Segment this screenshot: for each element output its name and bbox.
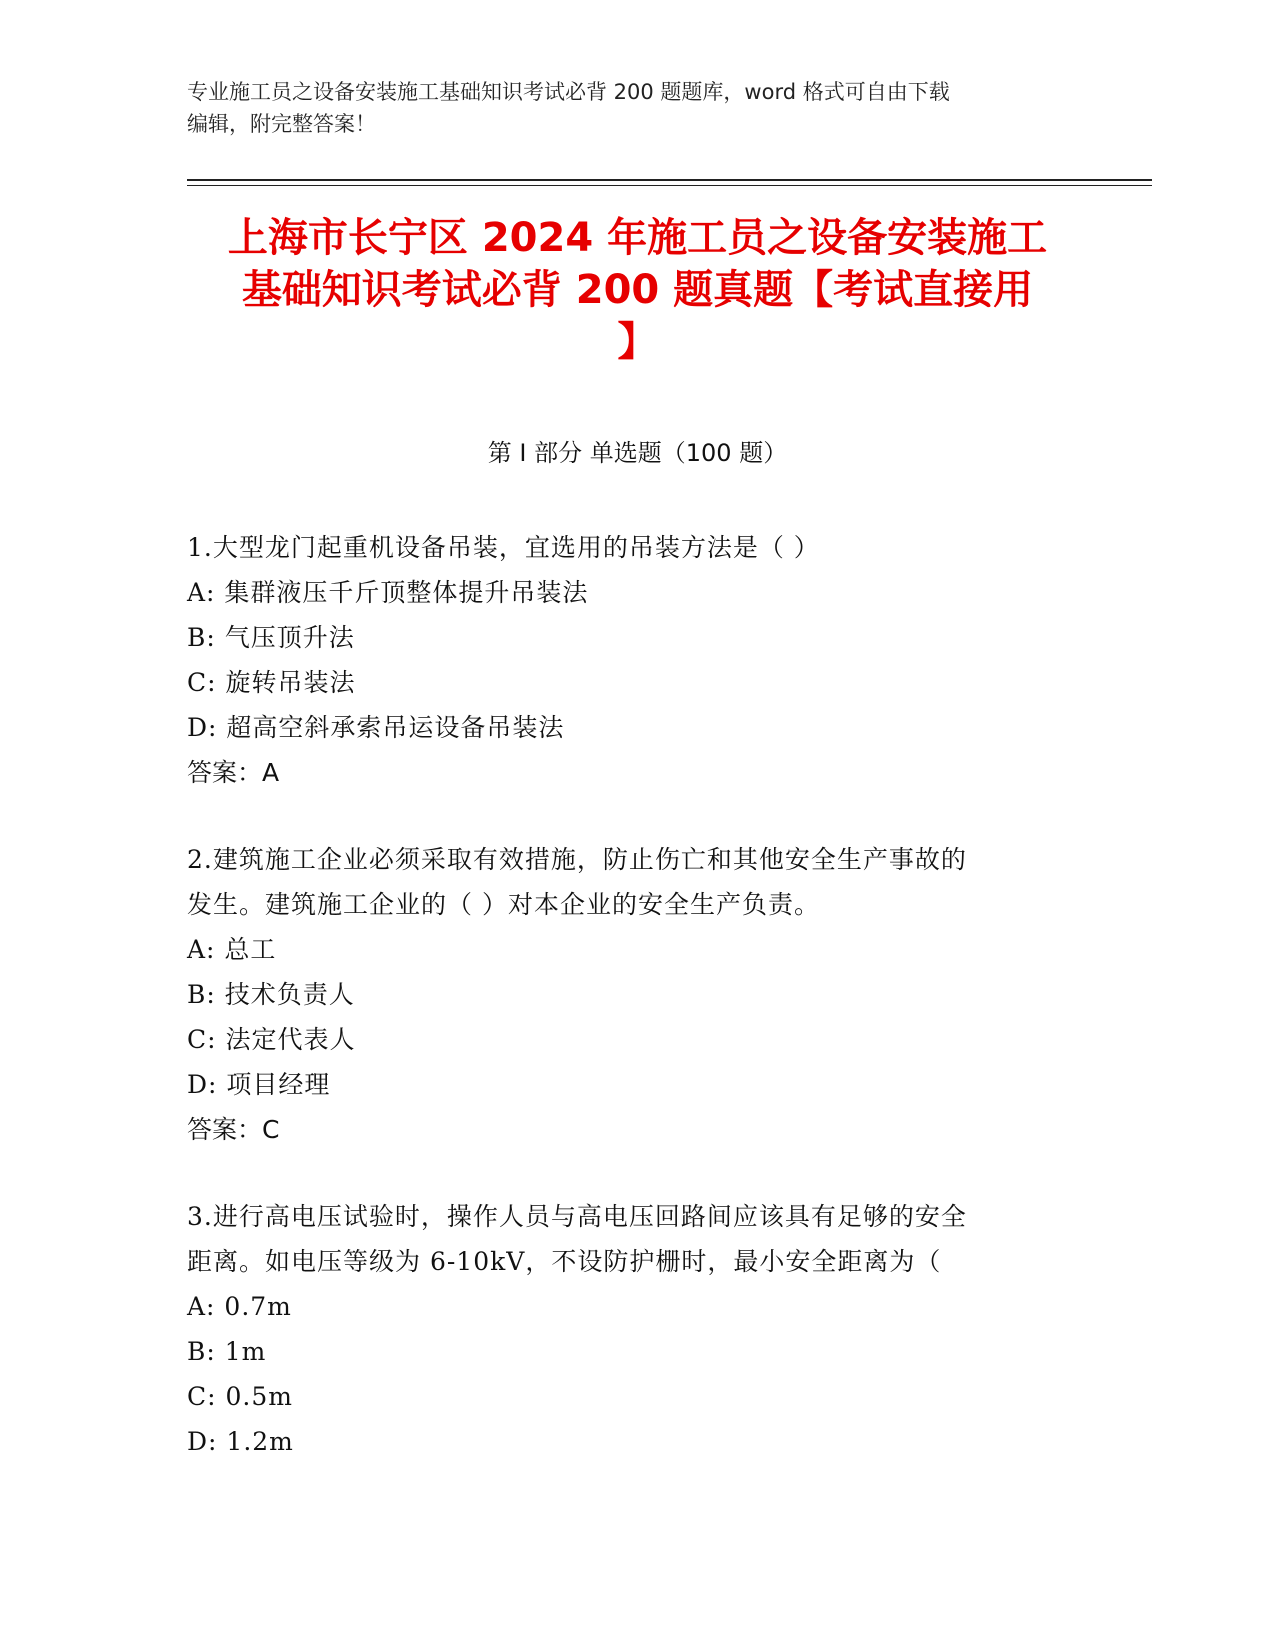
header-divider-thick <box>187 179 1152 181</box>
option-b: B: 1m <box>187 1337 267 1366</box>
option-b: B: 气压顶升法 <box>187 623 355 652</box>
question-text: 2.建筑施工企业必须采取有效措施，防止伤亡和其他安全生产事故的 <box>187 845 967 874</box>
header-note <box>187 76 1067 140</box>
answer: 答案：A <box>187 758 280 787</box>
page-title-line-1: 上海市长宁区 2024 年施工员之设备安装施工 <box>227 215 1048 261</box>
option-d: D: 1.2m <box>187 1427 294 1456</box>
header-note-line-2: 编辑，附完整答案！ <box>187 112 376 136</box>
question-1 <box>187 525 1087 795</box>
option-d: D: 项目经理 <box>187 1070 331 1099</box>
question-2 <box>187 837 1087 1152</box>
page-title <box>150 212 1125 368</box>
option-b: B: 技术负责人 <box>187 980 355 1009</box>
page-title-line-3: 】 <box>617 319 658 365</box>
option-a: A: 集群液压千斤顶整体提升吊装法 <box>187 578 589 607</box>
question-3 <box>187 1194 1087 1464</box>
page-title-line-2: 基础知识考试必背 200 题真题【考试直接用 <box>241 267 1034 313</box>
option-a: A: 0.7m <box>187 1292 292 1321</box>
header-note-line-1: 专业施工员之设备安装施工基础知识考试必背 200 题题库，word 格式可自由下载 <box>187 80 950 104</box>
option-c: C: 0.5m <box>187 1382 293 1411</box>
question-text: 1.大型龙门起重机设备吊装，宜选用的吊装方法是（ ） <box>187 533 820 562</box>
option-d: D: 超高空斜承索吊运设备吊装法 <box>187 713 565 742</box>
option-c: C: 旋转吊装法 <box>187 668 356 697</box>
option-c: C: 法定代表人 <box>187 1025 356 1054</box>
question-list <box>187 525 1087 1506</box>
question-text-continued: 距离。如电压等级为 6-10kV，不设防护栅时，最小安全距离为（ <box>187 1247 942 1276</box>
question-text-continued: 发生。建筑施工企业的（ ）对本企业的安全生产负责。 <box>187 890 820 919</box>
answer: 答案：C <box>187 1115 280 1144</box>
question-text: 3.进行高电压试验时，操作人员与高电压回路间应该具有足够的安全 <box>187 1202 967 1231</box>
option-a: A: 总工 <box>187 935 277 964</box>
header-divider-thin <box>187 185 1152 186</box>
section-heading: 第 I 部分 单选题（100 题） <box>487 439 788 467</box>
